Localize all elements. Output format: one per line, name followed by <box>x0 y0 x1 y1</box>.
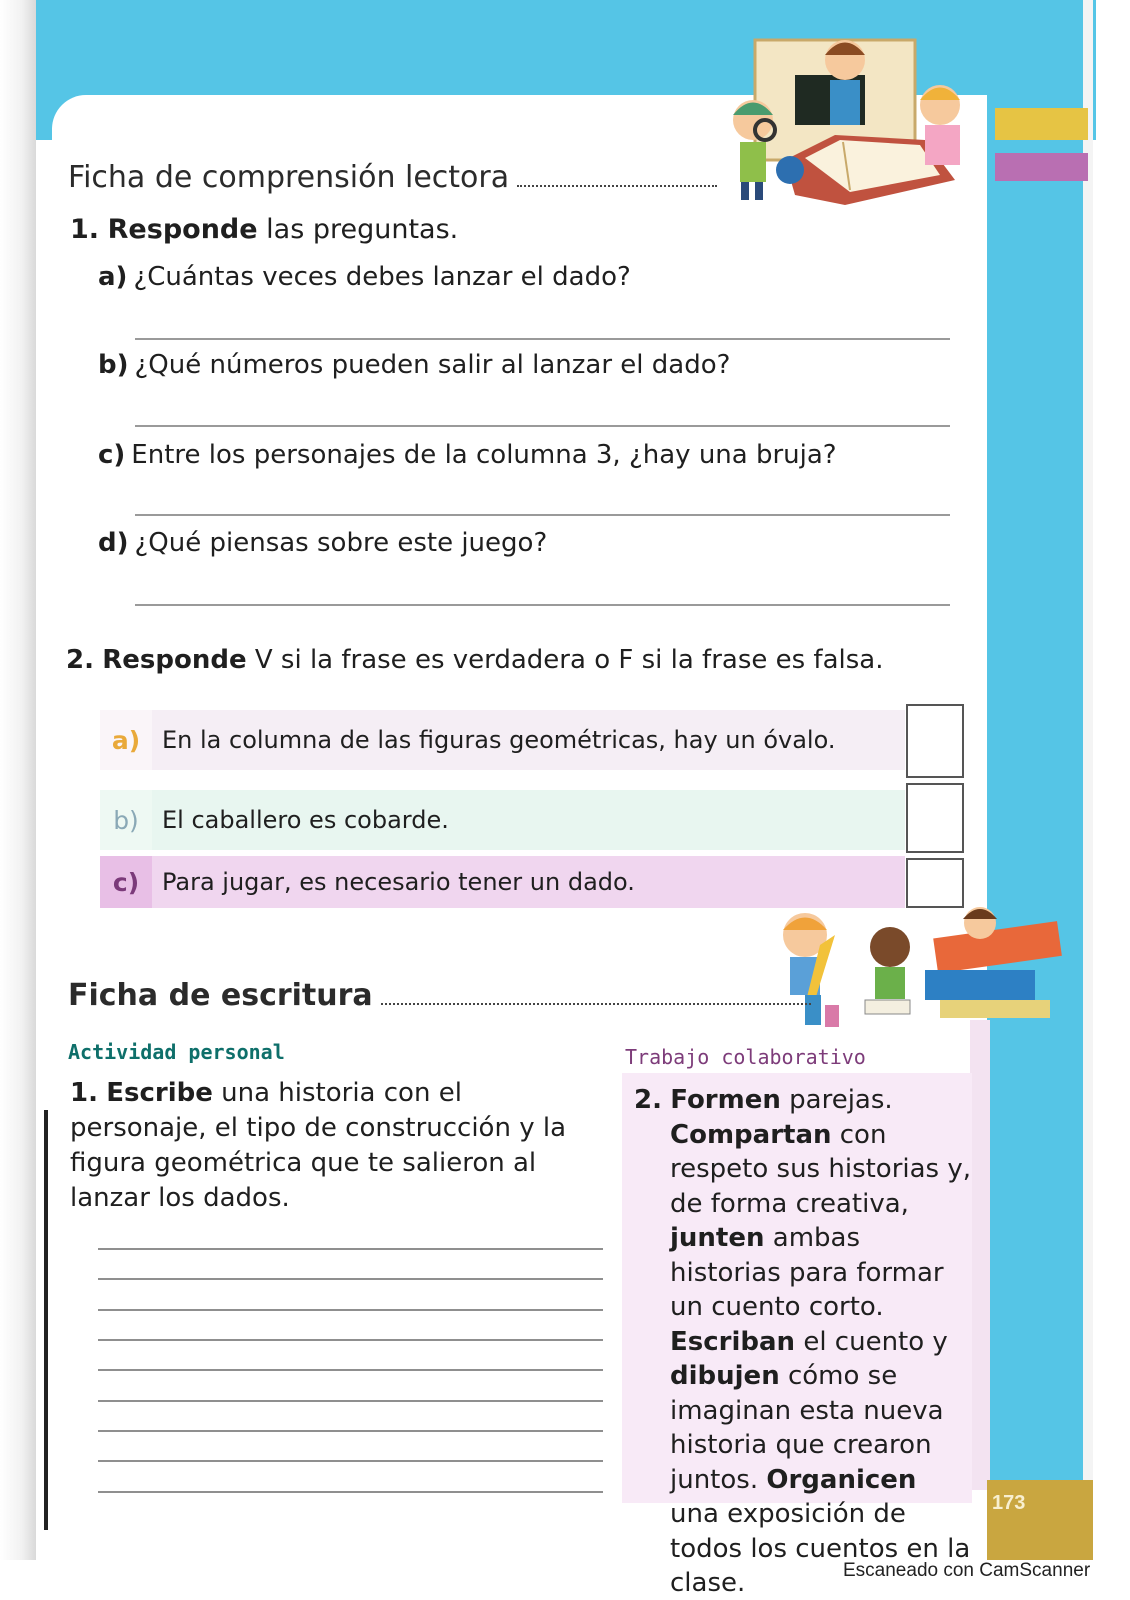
task-2-verb: Escriban <box>670 1326 796 1357</box>
question-1-verb: Responde <box>107 214 258 245</box>
tf-statement: En la columna de las figuras geométricas, hay un óvalo. <box>162 726 836 754</box>
task-2-text: parejas. <box>780 1085 893 1115</box>
writing-line[interactable] <box>98 1430 603 1432</box>
tf-statement: El caballero es cobarde. <box>162 806 449 834</box>
task-1-verb: Escribe <box>106 1078 213 1108</box>
tf-answer-box-a[interactable] <box>906 704 964 778</box>
tf-letter: a) <box>100 710 152 770</box>
question-text: ¿Qué piensas sobre este juego? <box>134 528 548 558</box>
writing-line[interactable] <box>98 1400 603 1402</box>
task-1-number: 1. <box>70 1078 98 1108</box>
question-1-heading <box>70 214 458 245</box>
task-2-verb: Formen <box>670 1085 781 1115</box>
tf-row-b <box>100 790 905 850</box>
task-2-text: el cuento y <box>795 1326 948 1357</box>
task-2-verb: Compartan <box>670 1119 832 1150</box>
writing-title-text: Ficha de escritura <box>68 978 373 1013</box>
task-2-text: ambas historias para formar un cuento corto. <box>670 1223 944 1322</box>
writing-line[interactable] <box>98 1248 603 1250</box>
reading-title-text: Ficha de comprensión lectora <box>68 160 510 195</box>
question-letter: d) <box>98 528 129 558</box>
answer-line-1a[interactable] <box>135 338 950 340</box>
task-2-verb: Organicen <box>766 1464 917 1495</box>
question-1b <box>98 350 730 380</box>
task-2-text: con respeto sus historias y, de forma creativa, <box>670 1119 972 1219</box>
page-number: 173 <box>992 1492 1026 1514</box>
tf-row-a <box>100 710 905 770</box>
purple-tab <box>995 153 1088 181</box>
question-text: Entre los personajes de la columna 3, ¿hay una bruja? <box>131 440 837 470</box>
task-1-text: una historia con el personaje, el tipo de construcción y la figura geométrica que te salieron al lanzar los dados. <box>70 1078 567 1213</box>
collaborative-work-label: Trabajo colaborativo <box>625 1045 866 1069</box>
kids-writing-illustration <box>775 905 1065 1035</box>
question-text: ¿Cuántas veces debes lanzar el dado? <box>133 262 631 292</box>
yellow-tab <box>995 108 1088 140</box>
writing-line[interactable] <box>98 1309 603 1311</box>
writing-line[interactable] <box>98 1491 603 1493</box>
question-letter: b) <box>98 350 129 380</box>
question-1-number: 1. <box>70 214 100 245</box>
task-2-text: una exposición de todos los cuentos en la clase. <box>670 1499 971 1598</box>
question-1-instruction: las preguntas. <box>257 214 459 245</box>
personal-activity-label: Actividad personal <box>68 1040 285 1064</box>
task-2-verb: dibujen <box>670 1361 780 1391</box>
task-2-verb: junten <box>670 1223 765 1253</box>
task-2-number: 2. <box>634 1085 662 1115</box>
writing-line[interactable] <box>98 1369 603 1371</box>
tf-answer-box-c[interactable] <box>906 858 964 908</box>
question-1a <box>98 262 631 292</box>
question-1d <box>98 528 547 558</box>
writing-line[interactable] <box>98 1339 603 1341</box>
writing-task-1 <box>70 1076 590 1216</box>
question-text: ¿Qué números pueden salir al lanzar el dado? <box>134 350 731 380</box>
page-edge <box>1083 0 1093 1560</box>
question-2-number: 2. <box>66 645 94 675</box>
question-2-instruction: V si la frase es verdadera o F si la frase es falsa. <box>246 645 884 675</box>
tf-row-c <box>100 856 905 908</box>
side-strip <box>987 95 1083 1480</box>
task-2-text: cómo se imaginan esta nueva historia que crearon juntos. <box>670 1361 944 1495</box>
question-letter: c) <box>98 440 126 470</box>
answer-line-1d[interactable] <box>135 604 950 606</box>
kids-reading-illustration <box>725 30 995 210</box>
answer-line-1b[interactable] <box>135 425 950 427</box>
scanner-watermark: Escaneado con CamScanner <box>843 1560 1091 1581</box>
task-2-body <box>634 1118 972 1600</box>
writing-line[interactable] <box>98 1460 603 1462</box>
question-1c <box>98 440 837 470</box>
tf-letter: b) <box>100 790 152 850</box>
question-letter: a) <box>98 262 128 292</box>
page-gutter <box>0 0 36 1560</box>
collab-tint <box>970 1020 990 1490</box>
tf-statement: Para jugar, es necesario tener un dado. <box>162 868 635 896</box>
answer-line-1c[interactable] <box>135 514 950 516</box>
tf-letter: c) <box>100 856 152 908</box>
writing-line[interactable] <box>98 1278 603 1280</box>
writing-section-title <box>68 978 811 1013</box>
tf-answer-box-b[interactable] <box>906 783 964 853</box>
reading-section-title <box>68 160 717 195</box>
title-dots <box>517 185 717 187</box>
question-2-heading <box>66 645 883 675</box>
question-2-verb: Responde <box>102 645 247 675</box>
title-dots <box>381 1003 811 1005</box>
binding-edge <box>44 1110 48 1530</box>
